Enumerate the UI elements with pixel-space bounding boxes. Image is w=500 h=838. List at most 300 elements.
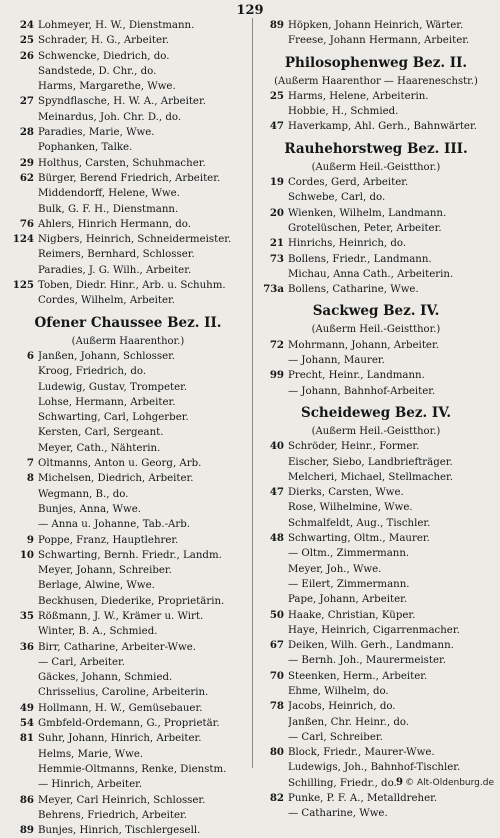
resident-text: Suhr, Johann, Hinrich, Arbeiter. [38,733,202,745]
resident-entry [256,89,496,104]
resident-entry [6,278,250,293]
house-number: 19 [269,176,284,189]
house-number [256,715,288,730]
resident-text: Ludewig, Gustav, Trompeter. [38,381,188,393]
resident-text: Janßen, Johann, Schlosser. [38,350,176,362]
resident-text: Nigbers, Heinrich, Schneidermeister. [38,234,232,246]
house-number: 54 [19,717,34,730]
resident-text: Bollens, Catharine, Wwe. [288,284,419,296]
resident-text: — Johann, Bahnhof-Arbeiter. [288,385,436,397]
resident-text: Oltmanns, Anton u. Georg, Arb. [38,458,202,470]
street-heading [256,301,496,322]
resident-text: Spyndflasche, H. W. A., Arbeiter. [38,96,206,108]
resident-entry [6,609,250,624]
resident-text: — Oltm., Zimmermann. [288,548,410,560]
resident-text: Wienken, Wilhelm, Landmann. [288,207,447,219]
resident-text: — Anna u. Johanne, Tab.-Arb. [38,519,191,531]
house-number [6,624,38,639]
resident-text: Schwebe, Carl, do. [288,192,386,204]
resident-entry [256,715,496,730]
resident-entry [256,592,496,607]
street-subheading [256,74,496,89]
house-number [6,594,38,609]
resident-text: Reimers, Bernhard, Schlosser. [38,249,195,261]
resident-entry [256,353,496,368]
house-number: 70 [269,669,284,682]
right-column [256,18,496,822]
resident-text: Michau, Anna Cath., Arbeiterin. [288,268,454,280]
house-number [6,247,38,262]
house-number [256,267,288,282]
resident-entry [256,745,496,760]
house-number: 81 [19,732,34,745]
resident-entry [6,186,250,201]
house-number [6,487,38,502]
resident-entry [6,425,250,440]
resident-text: Behrens, Friedrich, Arbeiter. [38,809,188,821]
house-number [6,410,38,425]
resident-text: Helms, Marie, Wwe. [38,748,144,760]
resident-entry [6,349,250,364]
house-number [6,64,38,79]
house-number [6,777,38,792]
resident-text: Schwarting, Bernh. Friedr., Landm. [38,549,222,561]
resident-text: Lohmeyer, H. W., Dienstmann. [38,20,195,31]
resident-entry [6,263,250,278]
resident-entry [6,487,250,502]
resident-entry [256,699,496,714]
resident-text: Paradies, Marie, Wwe. [38,127,155,139]
resident-entry [6,395,250,410]
street-heading [256,403,496,424]
resident-text: Schilling, Friedr., do. [288,777,397,789]
resident-text: Kroog, Friedrich, do. [38,366,147,378]
house-number: 24 [19,19,34,31]
resident-text: Haye, Heinrich, Cigarrenmacher. [288,624,460,636]
resident-text: Meyer, Cath., Nähterin. [38,442,161,454]
resident-entry [6,533,250,548]
signature-mark: 9 [396,777,403,788]
resident-text: Harms, Helene, Arbeiterin. [288,90,429,102]
resident-entry [6,140,250,155]
house-number: 99 [269,369,284,382]
house-number: 78 [269,700,284,713]
house-number: 76 [19,217,34,230]
house-number: 35 [19,609,34,622]
resident-text: Steenken, Herm., Arbeiter. [288,670,428,682]
resident-text: Meyer, Carl Heinrich, Schlosser. [38,794,206,806]
house-number [6,380,38,395]
resident-text: Sandstede, D. Chr., do. [38,65,157,77]
house-number [6,364,38,379]
resident-entry [6,793,250,808]
resident-text: Winter, B. A., Schmied. [38,626,158,638]
house-number [256,384,288,399]
house-number: 20 [269,206,284,219]
house-number [256,353,288,368]
resident-text: Hollmann, H. W., Gemüsebauer. [38,702,203,714]
resident-text: Gmbfeld-Ordemann, G., Proprietär. [38,718,220,730]
street-subheading-text: (Außerm Heil.-Geistthor.) [311,425,441,437]
resident-text: Rose, Wilhelmine, Wwe. [288,502,413,514]
house-number [256,455,288,470]
house-number: 25 [269,89,284,102]
resident-text: Michelsen, Diedrich, Arbeiter. [38,473,194,485]
resident-entry [6,823,250,838]
house-number [256,730,288,745]
resident-entry [6,217,250,232]
house-number [6,685,38,700]
resident-entry [256,546,496,561]
house-number: 73a [263,283,284,296]
house-number: 73 [269,252,284,265]
resident-text: Gäckes, Johann, Schmied. [38,672,173,684]
resident-text: Schröder, Heinr., Former. [288,441,420,453]
resident-entry [256,806,496,821]
street-heading [256,139,496,160]
resident-entry [256,368,496,383]
resident-text: Chrisselius, Caroline, Arbeiterin. [38,687,209,699]
house-number [6,140,38,155]
resident-entry [6,808,250,823]
resident-entry [6,33,250,48]
house-number [6,502,38,517]
resident-text: Schrader, H. G., Arbeiter. [38,35,169,47]
resident-text: Middendorff, Helene, Wwe. [38,188,180,200]
resident-text: Birr, Catharine, Arbeiter-Wwe. [38,641,197,653]
resident-entry [256,577,496,592]
house-number [256,190,288,205]
resident-text: Jacobs, Heinrich, do. [288,701,396,713]
resident-text: — Carl, Arbeiter. [38,656,126,668]
resident-text: Hobbie, H., Schmied. [288,106,399,118]
resident-text: — Hinrich, Arbeiter. [38,779,143,791]
street-subheading [256,424,496,439]
resident-text: Toben, Diedr. Hinr., Arb. u. Schuhm. [38,280,226,292]
resident-entry [256,470,496,485]
resident-text: Höpken, Johann Heinrich, Wärter. [288,20,464,31]
street-subheading-text: (Außerm Haarenthor.) [71,335,185,347]
resident-entry [6,171,250,186]
house-number: 124 [12,233,34,246]
house-number [6,517,38,532]
left-column [6,18,250,838]
house-number: 36 [19,640,34,653]
resident-entry [256,562,496,577]
resident-text: — Carl, Schreiber. [288,731,383,743]
resident-text: Block, Friedr., Maurer-Wwe. [288,747,435,759]
house-number: 62 [19,171,34,184]
house-number: 27 [19,95,34,108]
resident-entry [6,232,250,247]
resident-entry [256,516,496,531]
resident-entry [256,531,496,546]
house-number [6,110,38,125]
resident-text: Bürger, Berend Friedrich, Arbeiter. [38,172,221,184]
resident-entry [256,175,496,190]
column-divider [252,18,253,768]
resident-text: Haverkamp, Ahl. Gerh., Bahnwärter. [288,121,477,133]
resident-entry [6,156,250,171]
house-number [256,623,288,638]
resident-text: Meyer, Johann, Schreiber. [38,565,172,577]
street-subheading-text: (Außerm Heil.-Geistthor.) [311,324,441,336]
house-number: 26 [19,49,34,62]
resident-entry [256,119,496,134]
resident-text: Cordes, Gerd, Arbeiter. [288,177,409,189]
house-number [256,806,288,821]
resident-text: Haake, Christian, Küper. [288,609,416,621]
house-number: 72 [269,338,284,351]
resident-text: Meyer, Joh., Wwe. [288,563,382,575]
house-number: 29 [19,156,34,169]
resident-text: Paradies, J. G. Wilh., Arbeiter. [38,264,192,276]
house-number [256,546,288,561]
resident-entry [6,502,250,517]
resident-entry [6,731,250,746]
resident-text: Bollens, Friedr., Landmann. [288,253,432,265]
house-number [256,562,288,577]
resident-entry [256,791,496,806]
house-number: 67 [269,639,284,652]
resident-entry [256,608,496,623]
street-heading [6,313,250,334]
house-number: 89 [19,824,34,837]
resident-text: Schmalfeldt, Aug., Tischler. [288,517,431,529]
resident-text: Bunjes, Anna, Wwe. [38,503,141,515]
resident-text: Melcheri, Michael, Stellmacher. [288,471,454,483]
street-subheading [256,160,496,175]
resident-entry [6,293,250,308]
resident-entry [6,685,250,700]
house-number [6,563,38,578]
resident-entry [256,760,496,775]
resident-entry [256,485,496,500]
resident-text: Rößmann, J. W., Krämer u. Wirt. [38,610,204,622]
page-number: 129 [236,3,264,18]
house-number [6,441,38,456]
resident-text: Mohrmann, Johann, Arbeiter. [288,339,439,351]
resident-text: Hinrichs, Heinrich, do. [288,238,407,250]
resident-entry [256,190,496,205]
resident-entry [6,49,250,64]
resident-entry [256,384,496,399]
resident-text: Pophanken, Talke. [38,142,133,154]
house-number [6,670,38,685]
house-number [256,760,288,775]
resident-entry [6,762,250,777]
resident-text: Bunjes, Hinrich, Tischlergesell. [38,825,201,837]
resident-entry [256,730,496,745]
house-number [6,293,38,308]
resident-text: Schwarting, Carl, Lohgerber. [38,412,189,424]
house-number [256,684,288,699]
house-number [6,655,38,670]
house-number [6,578,38,593]
resident-entry [6,747,250,762]
resident-text: Precht, Heinr., Landmann. [288,370,425,382]
house-number: 6 [26,349,34,362]
street-subheading [6,334,250,349]
street-heading-text: Sackweg Bez. IV. [312,303,440,320]
resident-text: Kersten, Carl, Sergeant. [38,427,164,439]
resident-text: Hemmie-Oltmanns, Renke, Dienstm. [38,763,227,775]
street-heading-text: Rauhehorstweg Bez. III. [284,140,468,157]
resident-text: Eischer, Siebo, Landbriefträger. [288,456,453,468]
resident-text: — Catharine, Wwe. [288,808,388,820]
resident-text: Schwarting, Oltm., Maurer. [288,533,430,545]
resident-entry [6,578,250,593]
resident-entry [256,669,496,684]
resident-entry [6,517,250,532]
resident-entry [6,110,250,125]
resident-entry [6,94,250,109]
house-number: 47 [269,120,284,133]
resident-entry [256,684,496,699]
house-number: 49 [19,701,34,714]
resident-text: Wegmann, B., do. [38,488,129,500]
resident-entry [6,456,250,471]
street-heading-text: Ofener Chaussee Bez. II. [34,314,222,331]
resident-entry [256,18,496,33]
resident-text: Cordes, Wilhelm, Arbeiter. [38,295,175,307]
house-number [6,747,38,762]
resident-entry [6,624,250,639]
resident-text: Holthus, Carsten, Schuhmacher. [38,157,206,169]
house-number [256,33,288,48]
house-number: 28 [19,126,34,139]
resident-entry [6,202,250,217]
resident-text: — Eilert, Zimmermann. [288,578,410,590]
house-number [6,395,38,410]
house-number [6,425,38,440]
resident-entry [256,455,496,470]
resident-entry [256,33,496,48]
resident-entry [256,500,496,515]
resident-entry [6,441,250,456]
resident-text: Ludewigs, Joh., Bahnhof-Tischler. [288,762,461,774]
resident-entry [6,777,250,792]
house-number [256,516,288,531]
resident-text: Meinardus, Joh. Chr. D., do. [38,111,182,123]
watermark-credit: © Alt-Oldenburg.de [405,778,494,788]
resident-entry [256,623,496,638]
resident-text: Freese, Johann Hermann, Arbeiter. [288,35,470,47]
resident-entry [6,471,250,486]
resident-text: — Johann, Maurer. [288,355,385,367]
resident-entry [256,236,496,251]
resident-entry [6,563,250,578]
house-number: 48 [269,532,284,545]
house-number: 40 [269,440,284,453]
house-number [6,79,38,94]
resident-text: Deiken, Wilh. Gerh., Landmann. [288,640,454,652]
house-number: 8 [26,472,34,485]
house-number: 80 [269,746,284,759]
house-number [256,577,288,592]
street-subheading-text: (Außerm Heil.-Geistthor.) [311,161,441,173]
house-number: 10 [19,548,34,561]
resident-entry [256,282,496,297]
house-number [6,202,38,217]
resident-text: Dierks, Carsten, Wwe. [288,487,404,499]
resident-text: Berlage, Alwine, Wwe. [38,580,155,592]
resident-entry [6,640,250,655]
house-number: 86 [19,793,34,806]
house-number: 7 [26,457,34,470]
resident-entry [6,655,250,670]
house-number [6,762,38,777]
house-number [256,104,288,119]
resident-text: Grotelüschen, Peter, Arbeiter. [288,222,442,234]
house-number [256,221,288,236]
resident-text: — Bernh. Joh., Maurermeister. [288,655,447,667]
resident-entry [6,701,250,716]
resident-entry [256,439,496,454]
house-number: 21 [269,237,284,250]
house-number: 89 [269,19,284,31]
resident-text: Punke, P. F. A., Metalldreher. [288,793,438,805]
resident-entry [256,267,496,282]
resident-text: Poppe, Franz, Hauptlehrer. [38,534,179,546]
resident-text: Beckhusen, Diederike, Proprietärin. [38,595,225,607]
resident-text: Bulk, G. F. H., Dienstmann. [38,203,179,215]
resident-entry [6,380,250,395]
house-number: 9 [26,533,34,546]
resident-text: Janßen, Chr. Heinr., do. [288,716,410,728]
house-number [256,592,288,607]
resident-entry [6,716,250,731]
house-number [6,263,38,278]
house-number [256,470,288,485]
resident-entry [256,653,496,668]
resident-entry [256,338,496,353]
resident-entry [6,125,250,140]
resident-text: Ehme, Wilhelm, do. [288,685,389,697]
resident-entry [256,221,496,236]
resident-entry [6,594,250,609]
resident-entry [6,410,250,425]
street-heading [256,53,496,74]
house-number [6,186,38,201]
resident-text: Pape, Johann, Arbeiter. [288,594,408,606]
house-number: 47 [269,486,284,499]
resident-text: Schwencke, Diedrich, do. [38,50,170,62]
resident-entry [6,247,250,262]
resident-entry [256,206,496,221]
resident-text: Lohse, Hermann, Arbeiter. [38,396,176,408]
resident-text: Ahlers, Hinrich Hermann, do. [38,218,191,230]
resident-entry [256,638,496,653]
resident-entry [6,364,250,379]
street-heading-text: Scheideweg Bez. IV. [300,404,452,421]
street-heading-text: Philosophenweg Bez. II. [284,54,468,71]
resident-entry [6,18,250,33]
house-number [256,500,288,515]
resident-entry [256,252,496,267]
house-number [6,808,38,823]
house-number [256,653,288,668]
house-number [256,776,288,791]
resident-entry [6,548,250,563]
resident-entry [6,64,250,79]
street-subheading-text: (Außerm Haarenthor — Haareneschstr.) [274,75,478,87]
resident-entry [6,670,250,685]
resident-text: Harms, Margarethe, Wwe. [38,81,176,93]
house-number: 82 [269,792,284,805]
house-number: 50 [269,608,284,621]
resident-entry [6,79,250,94]
